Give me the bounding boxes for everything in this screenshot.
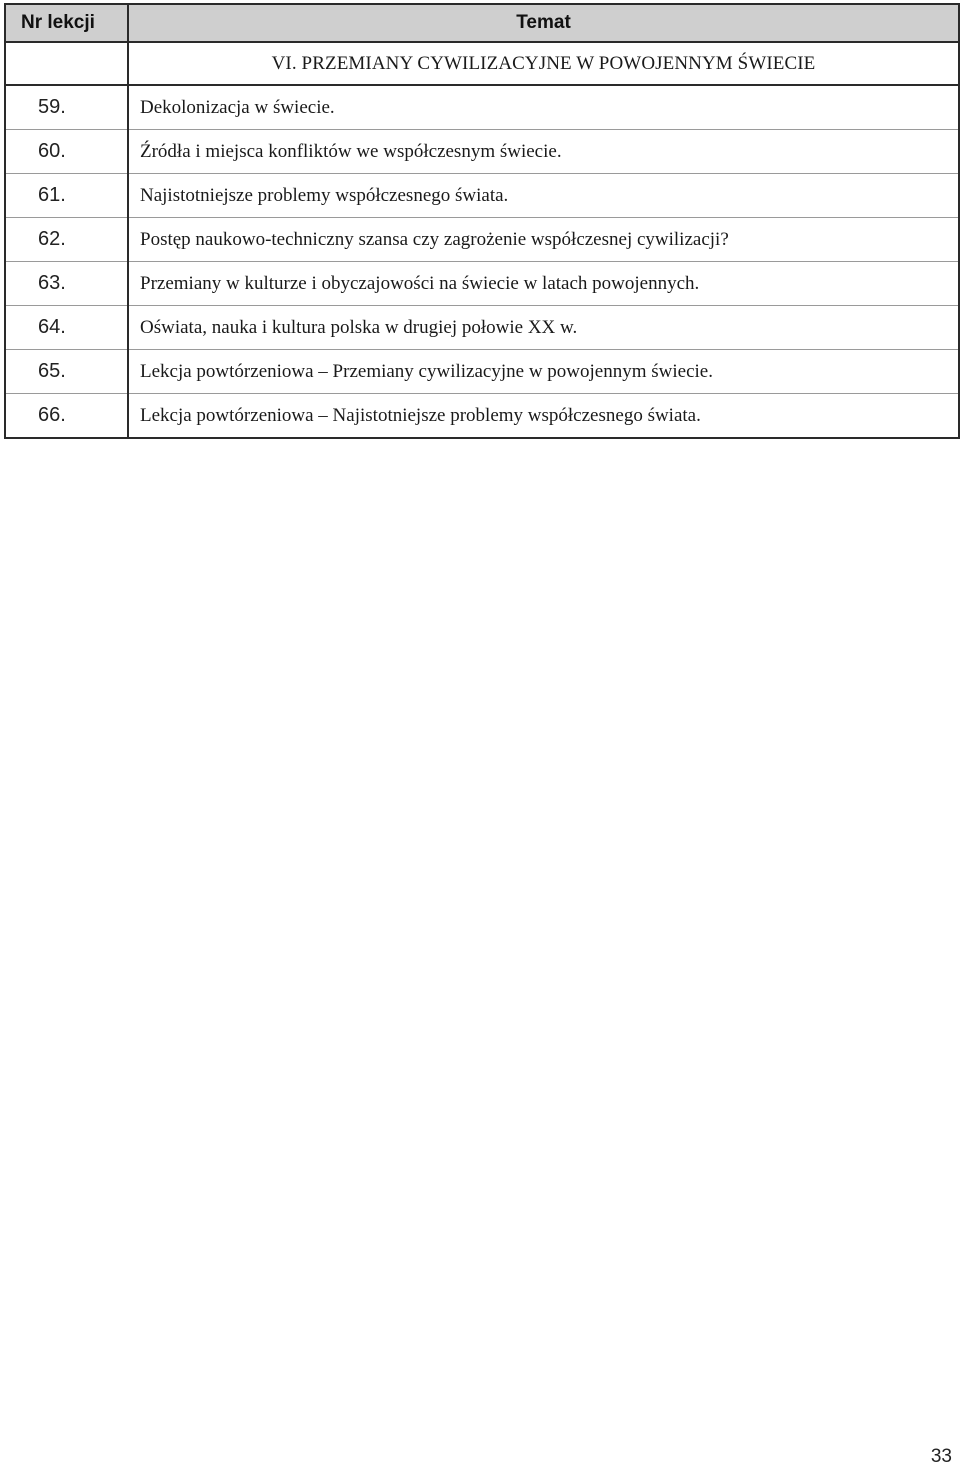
lesson-topic: Lekcja powtórzeniowa – Przemiany cywilizacyjne w powojennym świecie. xyxy=(128,350,959,394)
header-lesson-number: Nr lekcji xyxy=(5,4,128,42)
table-row xyxy=(5,394,959,439)
lesson-number: 62. xyxy=(5,218,128,262)
lesson-topic: Najistotniejsze problemy współczesnego świata. xyxy=(128,174,959,218)
table-row xyxy=(5,306,959,350)
page-number: 33 xyxy=(930,1446,952,1467)
lesson-number: 64. xyxy=(5,306,128,350)
table-row xyxy=(5,130,959,174)
section-empty-cell xyxy=(5,42,128,85)
section-title: VI. PRZEMIANY CYWILIZACYJNE W POWOJENNYM ŚWIECIE xyxy=(128,42,959,85)
lesson-topic: Źródła i miejsca konfliktów we współczesnym świecie. xyxy=(128,130,959,174)
table-row xyxy=(5,85,959,130)
lesson-number: 63. xyxy=(5,262,128,306)
lesson-number: 61. xyxy=(5,174,128,218)
table-row xyxy=(5,218,959,262)
lesson-number: 65. xyxy=(5,350,128,394)
lesson-topic: Postęp naukowo-techniczny szansa czy zagrożenie współczesnej cywilizacji? xyxy=(128,218,959,262)
lesson-topic: Przemiany w kulturze i obyczajowości na świecie w latach powojennych. xyxy=(128,262,959,306)
lesson-topic: Oświata, nauka i kultura polska w drugiej połowie XX w. xyxy=(128,306,959,350)
lesson-table xyxy=(4,3,960,439)
lesson-topic: Lekcja powtórzeniowa – Najistotniejsze problemy współczesnego świata. xyxy=(128,394,959,439)
lesson-number: 66. xyxy=(5,394,128,439)
lesson-topic: Dekolonizacja w świecie. xyxy=(128,85,959,130)
header-topic: Temat xyxy=(128,4,959,42)
table-header xyxy=(5,4,959,42)
table-row xyxy=(5,350,959,394)
table-body xyxy=(5,42,959,438)
table-row xyxy=(5,174,959,218)
section-row xyxy=(5,42,959,85)
lesson-number: 60. xyxy=(5,130,128,174)
table-row xyxy=(5,262,959,306)
header-row xyxy=(5,4,959,42)
lesson-number: 59. xyxy=(5,85,128,130)
